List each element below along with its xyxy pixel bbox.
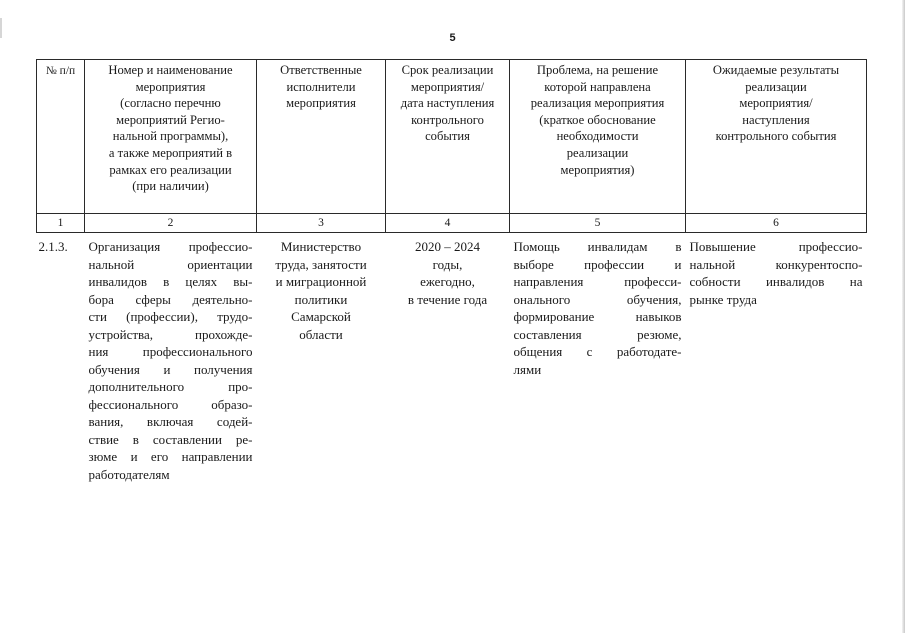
column-number-row: [37, 214, 867, 233]
row-executors: Министерство труда, занятости и миграционной политики Самарской области: [275, 239, 367, 342]
row-index: 2.1.3.: [38, 239, 68, 254]
column-number: 1: [37, 214, 85, 233]
column-number: 6: [686, 214, 867, 233]
table-header-row: [37, 60, 867, 214]
row-activity-name: Организация профессио- нальной ориентации инвалидов в целях вы- бора сферы деятельно- сти (профессии), трудо- устройства, прохожде- ния профессионального обучения и получения дополнительного про- фессионального образо- вания, включая содей- ствие в составлении ре- зюме и его направлении работодателям: [88, 239, 253, 482]
row-problem: Помощь инвалидам в выборе профессии и направления професси- онального обучения, формирование навыков составления резюме, общения с работодате- лями: [513, 239, 682, 377]
table-row: [37, 233, 867, 484]
header-activity-name: Номер и наименование мероприятия (согласно перечню мероприятий Регио- нальной программы), а также мероприятий в рамках его реализации (при наличии): [85, 60, 257, 214]
header-expected-results: Ожидаемые результаты реализации мероприятия/ наступления контрольного события: [686, 60, 867, 214]
column-number: 2: [85, 214, 257, 233]
column-number: 4: [386, 214, 510, 233]
header-executors: Ответственные исполнители мероприятия: [257, 60, 386, 214]
header-problem: Проблема, на решение которой направлена реализация мероприятия (краткое обоснование необходимости реализации мероприятия): [510, 60, 686, 214]
row-deadline: 2020 – 2024 годы, ежегодно, в течение года: [407, 239, 488, 307]
row-expected-results: Повышение профессио- нальной конкурентоспо- собности инвалидов на рынке труда: [689, 239, 863, 307]
header-row-number: № п/п: [37, 60, 85, 214]
column-number: 5: [510, 214, 686, 233]
column-number: 3: [257, 214, 386, 233]
header-deadline: Срок реализации мероприятия/ дата наступления контрольного события: [386, 60, 510, 214]
page-number: 5: [449, 32, 456, 44]
activity-plan-table: [36, 59, 867, 483]
